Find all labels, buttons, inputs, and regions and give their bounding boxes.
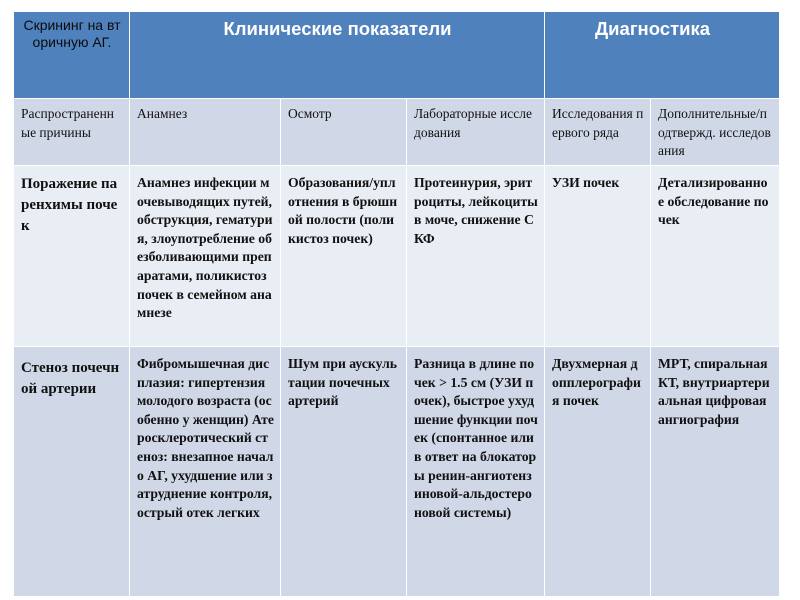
subheader-first-line: Исследования первого ряда — [545, 99, 651, 166]
header-row — [14, 12, 780, 99]
cell-exam: Образования/уплотнения в брюшной полости (поликистоз почек) — [281, 166, 407, 347]
subheader-causes: Распространенные причины — [14, 99, 130, 166]
table-row — [14, 347, 780, 597]
cell-anamnesis: Фибромышечная дисплазия: гипертензия молодого возраста (особенно у женщин) Атеросклеротический стеноз: внезапное начало АГ, ухудшение или затруднение контроля, острый отек легких — [130, 347, 281, 597]
cell-lab: Протеинурия, эритроциты, лейкоциты в моче, снижение СКФ — [407, 166, 545, 347]
header-clinical: Клинические показатели — [130, 12, 545, 99]
cell-cause: Поражение паренхимы почек — [14, 166, 130, 347]
cell-lab: Разница в длине почек > 1.5 см (УЗИ почек), быстрое ухудшение функции почек (спонтанное или в ответ на блокаторы ренин-ангиотензиновой-альдостероновой системы) — [407, 347, 545, 597]
cell-anamnesis: Анамнез инфекции мочевыводящих путей, обструкция, гематурия, злоупотребление обезболивающими препаратами, поликистоз почек в семейном анамнезе — [130, 166, 281, 347]
cell-first-line: Двухмерная допплерография почек — [545, 347, 651, 597]
header-diagnostics: Диагностика — [545, 12, 780, 99]
cell-first-line: УЗИ почек — [545, 166, 651, 347]
subheader-anamnesis: Анамнез — [130, 99, 281, 166]
table-row — [14, 166, 780, 347]
subheader-additional: Дополнительные/подтвержд. исследования — [651, 99, 780, 166]
header-screening: Скрининг на вторичную АГ. — [14, 12, 130, 99]
subheader-row — [14, 99, 780, 166]
subheader-exam: Осмотр — [281, 99, 407, 166]
secondary-hypertension-table — [13, 11, 780, 597]
cell-additional: МРТ, спиральная КТ, внутриартериальная цифровая ангиография — [651, 347, 780, 597]
cell-exam: Шум при аускультации почечных артерий — [281, 347, 407, 597]
cell-additional: Детализированное обследование почек — [651, 166, 780, 347]
cell-cause: Стеноз почечной артерии — [14, 347, 130, 597]
subheader-lab: Лабораторные исследования — [407, 99, 545, 166]
